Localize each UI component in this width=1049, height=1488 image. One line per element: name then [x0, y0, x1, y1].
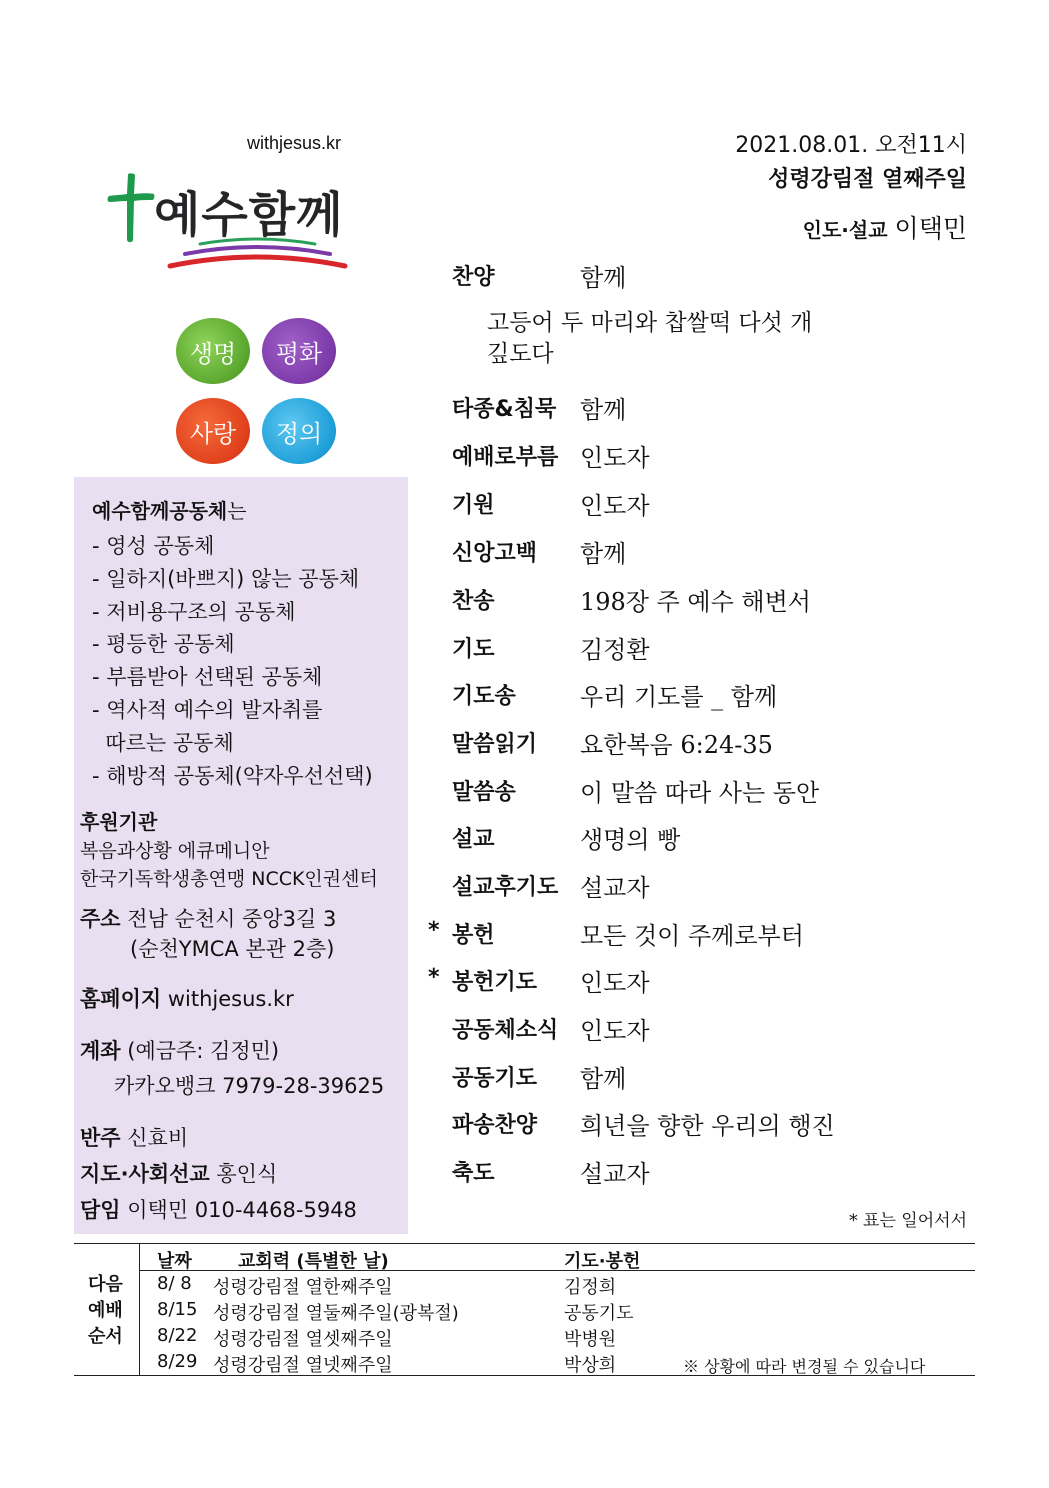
- account-holder: (예금주: 김정민): [127, 1039, 280, 1063]
- leader-label: 인도·설교: [802, 218, 888, 242]
- address-line2: (순천YMCA 본관 2층): [130, 937, 335, 961]
- service-item-label: 파송찬양: [452, 1113, 538, 1138]
- service-item-label: 말씀읽기: [452, 732, 538, 757]
- service-item-value: 이 말씀 따라 사는 동안: [580, 779, 820, 807]
- col-header-prayer: 기도·봉헌: [564, 1251, 641, 1272]
- list-item: - 평등한 공동체: [92, 632, 235, 657]
- service-item-label: 찬양: [452, 265, 495, 290]
- list-item: 따르는 공동체: [92, 730, 234, 755]
- sponsor-heading: 후원기관: [80, 810, 158, 834]
- service-item-value: 함께: [580, 540, 627, 568]
- list-item: - 저비용구조의 공동체: [92, 599, 296, 624]
- logo-name: 예수함께: [154, 187, 344, 243]
- sponsor-line2: 한국기독학생총연맹 NCCK인권센터: [80, 868, 378, 890]
- address-line1: 전남 순천시 중앙3길 3: [127, 907, 337, 931]
- service-item-value: 함께: [580, 264, 627, 292]
- homepage-heading: 홈페이지: [80, 987, 162, 1011]
- value-justice-badge: 정의: [262, 398, 336, 464]
- value-life-badge: 생명: [176, 318, 250, 384]
- service-item-label: 봉헌: [452, 923, 495, 948]
- homepage-block: [80, 983, 294, 1013]
- service-item-label: 기도송: [452, 684, 516, 709]
- service-item-value: 김정환: [580, 636, 650, 664]
- list-item: - 부름받아 선택된 공동체: [92, 665, 323, 690]
- liturgical-season: 성령강림절 열째주일: [768, 167, 967, 192]
- standing-marker: *: [428, 965, 440, 990]
- list-item: - 역사적 예수의 발자취를: [92, 697, 323, 722]
- service-item-value: 생명의 빵: [580, 826, 681, 854]
- homepage-link[interactable]: withjesus.kr: [167, 987, 294, 1011]
- service-item-label: 신앙고백: [452, 541, 538, 566]
- list-item: - 해방적 공동체(약자우선선택): [92, 763, 373, 788]
- list-item: - 영성 공동체: [92, 534, 215, 558]
- service-item-label: 축도: [452, 1161, 495, 1186]
- service-item-label: 말씀송: [452, 780, 516, 805]
- service-item-label: 공동기도: [452, 1066, 538, 1091]
- leader-line: [803, 209, 967, 245]
- list-item: - 일하지(바쁘지) 않는 공동체: [92, 566, 360, 591]
- service-item-label: 타종&침묵: [452, 397, 557, 422]
- service-item-value: 인도자: [580, 444, 650, 472]
- community-title: 예수함께공동체는: [92, 499, 247, 523]
- sponsor-line1: 복음과상황 에큐메니안: [80, 840, 270, 862]
- col-header-calendar: 교회력 (특별한 날): [238, 1251, 389, 1272]
- service-item-value: 설교자: [580, 1160, 650, 1188]
- service-item-value: 함께: [580, 1065, 627, 1093]
- service-item-label: 기원: [452, 493, 495, 518]
- address-heading: 주소: [80, 907, 121, 931]
- service-item-value: 모든 것이 주께로부터: [580, 922, 804, 950]
- service-item-label: 공동체소식: [452, 1018, 559, 1043]
- standing-marker: *: [428, 918, 440, 943]
- service-item-value: 인도자: [580, 969, 650, 997]
- service-item-label: 봉헌기도: [452, 970, 538, 995]
- hymn-lyric: 고등어 두 마리와 찹쌀떡 다섯 개 깊도다: [487, 310, 813, 367]
- cross-icon: [106, 172, 156, 244]
- staff-accompanist: 반주 신효비: [80, 1126, 189, 1150]
- account-block: [80, 1035, 279, 1065]
- service-item-value: 인도자: [580, 492, 650, 520]
- table-divider: [139, 1243, 140, 1375]
- col-header-date: 날짜: [157, 1251, 192, 1272]
- table-top-rule: [74, 1243, 975, 1244]
- service-item-value: 요한복음 6:24-35: [580, 731, 773, 759]
- service-item-value: 함께: [580, 396, 627, 424]
- service-datetime: 2021.08.01. 오전11시: [735, 133, 967, 158]
- service-item-value: 희년을 향한 우리의 행진: [580, 1112, 835, 1140]
- account-number: 카카오뱅크 7979-28-39625: [114, 1074, 385, 1098]
- site-url: withjesus.kr: [247, 133, 342, 153]
- community-traits-list: [92, 530, 373, 792]
- service-item-label: 찬송: [452, 589, 495, 614]
- logo-arcs: [165, 236, 350, 286]
- standing-footnote: * 표는 일어서서: [849, 1211, 967, 1231]
- service-item-value: 198장 주 예수 해변서: [580, 588, 811, 616]
- value-peace-badge: 평화: [262, 318, 336, 384]
- address-block: [80, 903, 336, 933]
- service-item-label: 설교후기도: [452, 875, 559, 900]
- staff-mission: 지도·사회선교 홍인식: [80, 1162, 278, 1186]
- service-item-value: 우리 기도를 _ 함께: [580, 683, 778, 711]
- service-item-label: 설교: [452, 827, 495, 852]
- service-item-label: 기도: [452, 637, 495, 662]
- account-heading: 계좌: [80, 1039, 121, 1063]
- leader-name: 이택민: [894, 214, 967, 243]
- value-love-badge: 사랑: [176, 398, 250, 464]
- staff-pastor: 담임 이택민 010-4468-5948: [80, 1198, 357, 1222]
- service-item-label: 예배로부름: [452, 445, 559, 470]
- service-item-value: 인도자: [580, 1017, 650, 1045]
- service-item-value: 설교자: [580, 874, 650, 902]
- change-notice: ※ 상황에 따라 변경될 수 있습니다: [683, 1357, 926, 1376]
- next-service-label: 다음 예배 순서: [88, 1274, 123, 1347]
